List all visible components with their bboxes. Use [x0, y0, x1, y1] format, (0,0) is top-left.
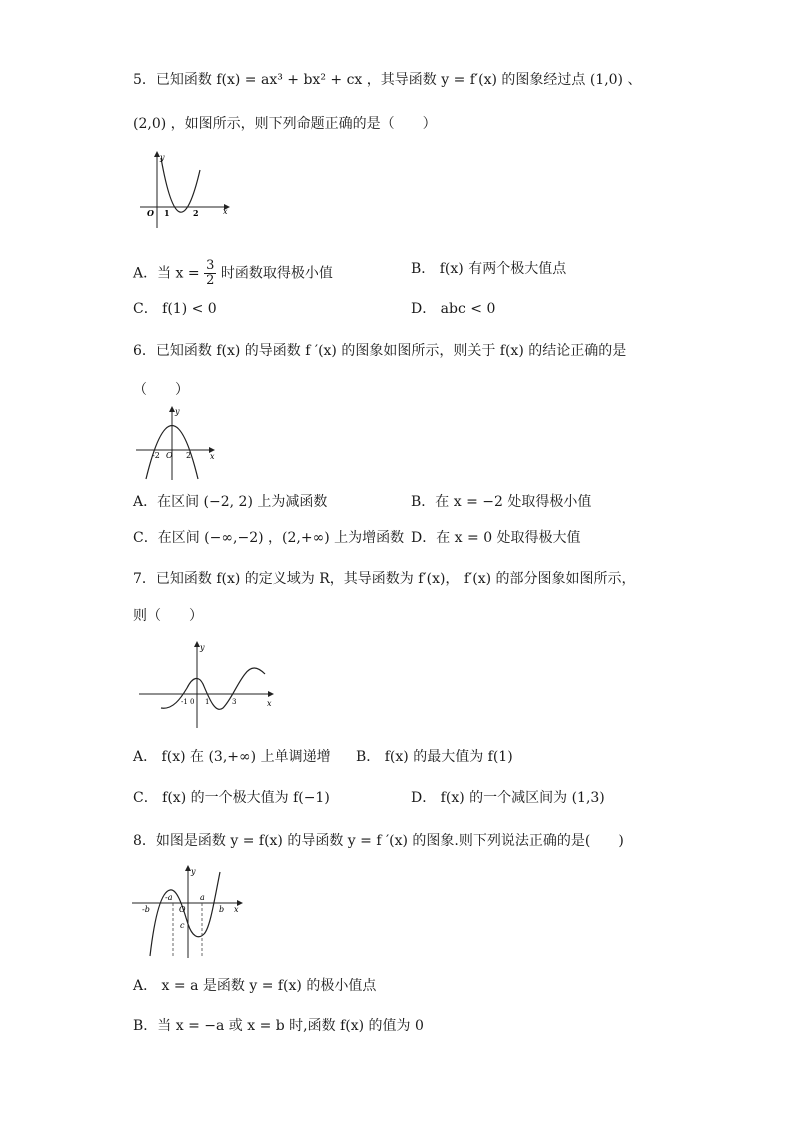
q8-tick-minus-a: -a — [165, 893, 173, 902]
q8-origin-label: O — [179, 905, 186, 914]
q6-option-d: D．在 x = 0 处取得极大值 — [411, 530, 581, 546]
q6-x-label: x — [210, 452, 215, 461]
q7-y-label: y — [200, 643, 205, 652]
q5-option-d: D． abc < 0 — [411, 301, 496, 317]
q5-graph — [135, 148, 235, 230]
q7-tick-1: 1 — [205, 698, 210, 706]
q7-curve — [161, 668, 265, 709]
q8-curve — [150, 872, 220, 956]
q5-stem-line1: 5．已知函数 f(x) = ax³ + bx² + cx ，其导函数 y = f′(x) 的图象经过点 (1,0) 、 — [133, 72, 642, 88]
q5-figure — [135, 148, 235, 230]
q8-option-a: A． x = a 是函数 y = f(x) 的极小值点 — [133, 978, 377, 994]
q6-figure — [134, 404, 220, 482]
q5-tick-1: 1 — [164, 208, 170, 218]
q5-option-b: B． f(x) 有两个极大值点 — [411, 261, 567, 277]
q7-option-a: A． f(x) 在 (3,+∞) 上单调递增 — [133, 749, 331, 765]
q5-option-a-suffix: 时函数取得极小值 — [220, 265, 333, 282]
q7-option-b: B． f(x) 的最大值为 f(1) — [356, 749, 513, 765]
q7-tick-minus1: -1 — [181, 698, 188, 706]
q5-origin-label: O — [147, 208, 154, 218]
q6-stem-line2: （ ） — [133, 382, 189, 398]
q7-origin-label: 0 — [190, 698, 195, 706]
q7-stem-line2: 则（ ） — [133, 608, 203, 624]
q6-option-c: C．在区间 (−∞,−2) ，(2,+∞) 上为增函数 — [133, 530, 405, 546]
q7-stem-line1: 7．已知函数 f(x) 的定义域为 R，其导函数为 f′(x)， f′(x) 的部分图象如图所示， — [133, 571, 636, 587]
q5-y-label: y — [160, 153, 165, 162]
fraction-denominator: 2 — [206, 273, 215, 288]
q8-label-c: c — [180, 921, 185, 930]
q7-graph — [137, 638, 277, 730]
q6-graph — [134, 404, 220, 482]
q6-tick-minus2: -2 — [152, 451, 160, 460]
q5-option-a — [133, 259, 333, 288]
q6-stem-line1: 6．已知函数 f(x) 的导函数 f ′(x) 的图象如图所示，则关于 f(x) 的结论正确的是 — [133, 343, 627, 359]
q6-y-label: y — [175, 407, 180, 416]
q6-origin-label: O — [166, 451, 173, 460]
q8-y-label: y — [191, 867, 196, 876]
q7-tick-3: 3 — [232, 698, 237, 706]
q5-option-a-prefix: A．当 x = — [133, 265, 200, 282]
q6-option-a: A．在区间 (−2, 2) 上为减函数 — [133, 494, 328, 510]
q8-tick-a: a — [200, 893, 205, 902]
q5-x-label: x — [223, 207, 228, 216]
q8-stem-line1: 8．如图是函数 y = f(x) 的导函数 y = f ′(x) 的图象.则下列说法正确的是( ) — [133, 833, 624, 849]
q8-x-label: x — [234, 905, 239, 914]
q5-stem-line2: (2,0) ，如图所示，则下列命题正确的是（ ） — [133, 116, 437, 132]
q6-tick-2: 2 — [186, 451, 192, 460]
q7-figure — [137, 638, 277, 730]
q8-option-b: B．当 x = −a 或 x = b 时,函数 f(x) 的值为 0 — [133, 1018, 424, 1034]
q5-option-c: C． f(1) < 0 — [133, 301, 217, 317]
q7-x-label: x — [267, 699, 272, 708]
fraction-numerator: 3 — [206, 258, 215, 273]
q6-option-b: B．在 x = −2 处取得极小值 — [411, 494, 592, 510]
q8-tick-b: b — [219, 905, 225, 914]
q5-curve — [161, 158, 200, 212]
q8-tick-minus-b: -b — [142, 905, 150, 914]
q7-option-c: C． f(x) 的一个极大值为 f(−1) — [133, 790, 330, 806]
q8-figure — [130, 862, 246, 960]
q7-option-d: D． f(x) 的一个减区间为 (1,3) — [411, 790, 605, 806]
q8-graph — [130, 862, 246, 960]
q5-tick-2: 2 — [193, 208, 199, 218]
q5-option-a-fraction — [204, 259, 216, 288]
